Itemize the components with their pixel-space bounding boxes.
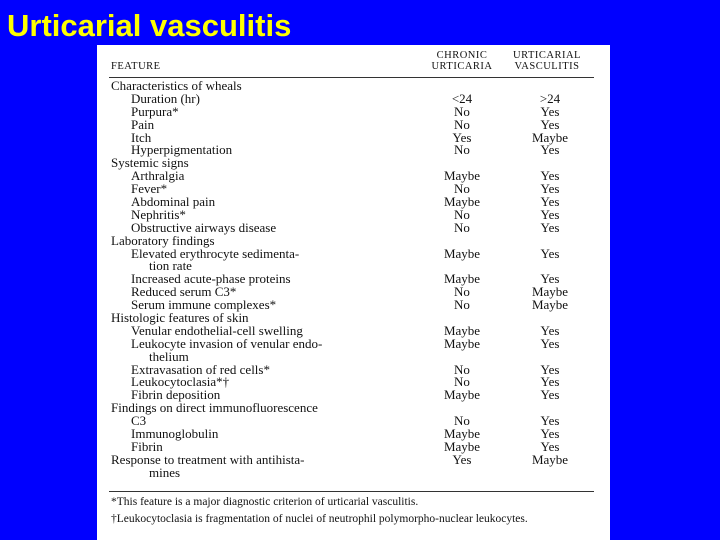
chronic-urticaria-cell: <24 [451, 90, 473, 106]
urticarial-vasculitis-cell: Yes [540, 206, 560, 222]
feature-cell: Purpura* [131, 103, 179, 119]
feature-cell: Systemic signs [111, 155, 189, 171]
chronic-urticaria-cell: No [454, 413, 470, 429]
chronic-urticaria-cell: No [454, 142, 470, 158]
feature-cell: Findings on direct immunofluorescence [111, 400, 318, 416]
urticarial-vasculitis-cell: Yes [540, 245, 560, 261]
feature-cell: Elevated erythrocyte sedimenta- [131, 245, 300, 261]
chronic-urticaria-cell: No [454, 206, 470, 222]
feature-cell: Obstructive airways disease [131, 219, 277, 235]
table-body [97, 79, 610, 479]
urticarial-vasculitis-cell: Yes [540, 361, 560, 377]
table-row [97, 169, 610, 182]
feature-cell: Abdominal pain [131, 194, 216, 210]
table-row [97, 234, 610, 247]
chronic-urticaria-cell: No [454, 361, 470, 377]
urticarial-vasculitis-cell: Yes [540, 181, 560, 197]
chronic-urticaria-cell: Yes [452, 451, 472, 467]
table-row [97, 221, 610, 234]
table-row [97, 324, 610, 337]
chronic-urticaria-cell: Maybe [443, 194, 481, 210]
column-header-chronic-urticaria [422, 50, 502, 72]
feature-cell: Response to treatment with antihista- [111, 451, 305, 467]
column-header-line: VASCULITIS [514, 61, 580, 72]
feature-cell: Extravasation of red cells* [131, 361, 270, 377]
feature-cell: C3 [131, 413, 147, 429]
chronic-urticaria-cell: Maybe [443, 387, 481, 403]
urticarial-vasculitis-cell: Maybe [531, 284, 569, 300]
chronic-urticaria-cell: Maybe [443, 426, 481, 442]
column-header-line: CHRONIC [436, 50, 488, 61]
chronic-urticaria-cell: No [454, 284, 470, 300]
urticarial-vasculitis-cell: >24 [539, 90, 561, 106]
table-row [97, 350, 610, 363]
feature-cell: Arthralgia [131, 168, 185, 184]
feature-cell: Immunoglobulin [131, 426, 219, 442]
urticarial-vasculitis-cell: Yes [540, 387, 560, 403]
comparison-table [97, 45, 610, 540]
urticarial-vasculitis-cell: Yes [540, 438, 560, 454]
urticarial-vasculitis-cell: Maybe [531, 297, 569, 313]
urticarial-vasculitis-cell: Yes [540, 219, 560, 235]
feature-cell: Characteristics of wheals [111, 78, 242, 93]
chronic-urticaria-cell: No [454, 297, 470, 313]
urticarial-vasculitis-cell: Yes [540, 322, 560, 338]
urticarial-vasculitis-cell: Yes [540, 335, 560, 351]
table-row [97, 195, 610, 208]
urticarial-vasculitis-cell: Yes [540, 142, 560, 158]
table-row [97, 118, 610, 131]
feature-cell: Pain [131, 116, 155, 132]
table-row [97, 92, 610, 105]
urticarial-vasculitis-cell: Yes [540, 426, 560, 442]
chronic-urticaria-cell: Maybe [443, 438, 481, 454]
column-header-urticarial-vasculitis [507, 50, 587, 72]
feature-cell: Fibrin [131, 438, 163, 454]
table-row [97, 401, 610, 414]
feature-cell: Duration (hr) [131, 90, 200, 106]
urticarial-vasculitis-cell: Yes [540, 116, 560, 132]
feature-cell: tion rate [149, 258, 192, 274]
table-row [97, 337, 610, 350]
chronic-urticaria-cell: Maybe [443, 322, 481, 338]
urticarial-vasculitis-cell: Yes [540, 168, 560, 184]
table-row [97, 440, 610, 453]
chronic-urticaria-cell: No [454, 181, 470, 197]
table-row [97, 79, 610, 92]
column-header-line: URTICARIA [431, 61, 493, 72]
table-row [97, 427, 610, 440]
chronic-urticaria-cell: No [454, 374, 470, 390]
urticarial-vasculitis-cell: Yes [540, 271, 560, 287]
slide-title: Urticarial vasculitis [7, 8, 292, 43]
feature-cell: Reduced serum C3* [131, 284, 237, 300]
table-row [97, 453, 610, 466]
feature-cell: Serum immune complexes* [131, 297, 277, 313]
urticarial-vasculitis-cell: Yes [540, 194, 560, 210]
urticarial-vasculitis-cell: Maybe [531, 451, 569, 467]
table-row [97, 105, 610, 118]
feature-cell: mines [149, 464, 181, 480]
table-row [97, 466, 610, 479]
feature-cell: Fibrin deposition [131, 387, 221, 403]
chronic-urticaria-cell: Maybe [443, 271, 481, 287]
chronic-urticaria-cell: No [454, 103, 470, 119]
urticarial-vasculitis-cell: Yes [540, 413, 560, 429]
chronic-urticaria-cell: Maybe [443, 335, 481, 351]
feature-cell: Histologic features of skin [111, 310, 249, 326]
table-row [97, 311, 610, 324]
feature-cell: Nephritis* [131, 206, 186, 222]
feature-cell: Increased acute-phase proteins [131, 271, 291, 287]
feature-cell: Hyperpigmentation [131, 142, 233, 158]
feature-cell: Leukocyte invasion of venular endo- [131, 335, 323, 351]
feature-cell: Venular endothelial-cell swelling [131, 322, 303, 338]
column-header-feature: FEATURE [111, 61, 161, 72]
feature-cell: Leukocytoclasia*† [131, 374, 230, 390]
urticarial-vasculitis-cell: Maybe [531, 129, 569, 145]
chronic-urticaria-cell: Yes [452, 129, 472, 145]
feature-cell: Itch [131, 129, 152, 145]
urticarial-vasculitis-cell: Yes [540, 103, 560, 119]
feature-cell: thelium [149, 348, 189, 364]
table-row [97, 208, 610, 221]
urticarial-vasculitis-cell: Yes [540, 374, 560, 390]
chronic-urticaria-cell: Maybe [443, 245, 481, 261]
footnote-leukocytoclasia: †Leukocytoclasia is fragmentation of nuclei of neutrophil polymorpho-nuclear leukocytes. [111, 513, 528, 525]
chronic-urticaria-cell: Maybe [443, 168, 481, 184]
chronic-urticaria-cell: No [454, 219, 470, 235]
column-header-line: URTICARIAL [513, 50, 581, 61]
footnote-divider [109, 491, 594, 492]
feature-cell: Laboratory findings [111, 232, 215, 248]
feature-cell: Fever* [131, 181, 168, 197]
footnote-major-criterion: *This feature is a major diagnostic criterion of urticarial vasculitis. [111, 496, 419, 508]
chronic-urticaria-cell: No [454, 116, 470, 132]
